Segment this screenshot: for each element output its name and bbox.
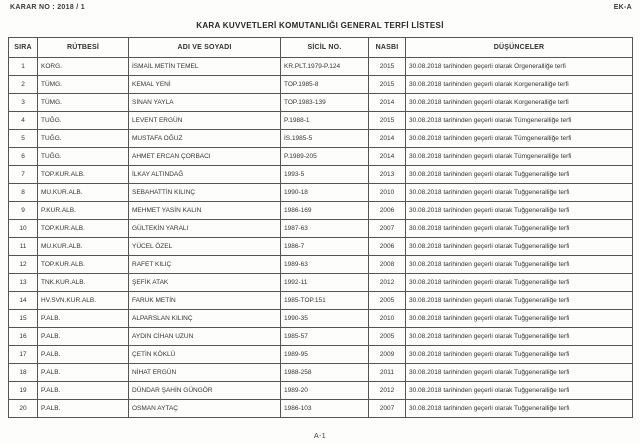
table-row (9, 310, 633, 328)
table-cell: SİNAN YAYLA (129, 94, 281, 112)
table-cell: TOP.KUR.ALB. (38, 166, 129, 184)
table-row (9, 130, 633, 148)
table-cell: NİHAT ERGÜN (129, 364, 281, 382)
document-header (10, 4, 632, 11)
table-row (9, 94, 633, 112)
table-row (9, 346, 633, 364)
table-cell: P.1988-1 (281, 112, 369, 130)
table-cell: TOP.KUR.ALB. (38, 220, 129, 238)
table-cell: AYDIN CİHAN UZUN (129, 328, 281, 346)
table-cell: KORG. (38, 58, 129, 76)
table-cell: 30.08.2018 tarihinden geçerli olarak Tümgeneralliğe terfi (406, 112, 633, 130)
table-row (9, 256, 633, 274)
table-cell: 1987-63 (281, 220, 369, 238)
column-header: SIRA (9, 38, 38, 58)
table-cell: 2015 (369, 112, 406, 130)
table-cell: 1990-18 (281, 184, 369, 202)
table-cell: 20 (9, 400, 38, 418)
table-cell: 1988-258 (281, 364, 369, 382)
table-cell: 1986-7 (281, 238, 369, 256)
table-cell: 30.08.2018 tarihinden geçerli olarak Tümgeneralliğe terfi (406, 130, 633, 148)
table-cell: 2011 (369, 364, 406, 382)
table-row (9, 292, 633, 310)
table-cell: 2006 (369, 238, 406, 256)
table-cell: 30.08.2018 tarihinden geçerli olarak Tuğgeneralliğe terfi (406, 328, 633, 346)
table-cell: 30.08.2018 tarihinden geçerli olarak Tuğgeneralliğe terfi (406, 346, 633, 364)
table-cell: 12 (9, 256, 38, 274)
table-cell: RAFET KILIÇ (129, 256, 281, 274)
table-cell: 1989-95 (281, 346, 369, 364)
table-cell: 3 (9, 94, 38, 112)
table-cell: P.ALB. (38, 364, 129, 382)
table-cell: 13 (9, 274, 38, 292)
table-cell: 2005 (369, 292, 406, 310)
table-cell: 1992-11 (281, 274, 369, 292)
column-header: SİCİL NO. (281, 38, 369, 58)
table-cell: 2007 (369, 220, 406, 238)
table-cell: 30.08.2018 tarihinden geçerli olarak Tuğgeneralliğe terfi (406, 238, 633, 256)
table-cell: 11 (9, 238, 38, 256)
table-cell: 4 (9, 112, 38, 130)
table-cell: 2014 (369, 148, 406, 166)
table-cell: 2009 (369, 346, 406, 364)
table-cell: TNK.KUR.ALB. (38, 274, 129, 292)
table-cell: 14 (9, 292, 38, 310)
table-cell: 2 (9, 76, 38, 94)
table-cell: 30.08.2018 tarihinden geçerli olarak Tuğgeneralliğe terfi (406, 274, 633, 292)
table-cell: 6 (9, 148, 38, 166)
table-cell: 9 (9, 202, 38, 220)
table-cell: KEMAL YENİ (129, 76, 281, 94)
table-cell: 2014 (369, 130, 406, 148)
table-cell: 1986-103 (281, 400, 369, 418)
table-cell: 1 (9, 58, 38, 76)
column-header: NASBI (369, 38, 406, 58)
table-cell: 18 (9, 364, 38, 382)
table-row (9, 148, 633, 166)
table-cell: 30.08.2018 tarihinden geçerli olarak Tuğgeneralliğe terfi (406, 400, 633, 418)
table-row (9, 382, 633, 400)
table-cell: MEHMET YASİN KALIN (129, 202, 281, 220)
table-cell: 2010 (369, 310, 406, 328)
table-cell: 2015 (369, 76, 406, 94)
table-row (9, 328, 633, 346)
table-cell: FARUK METİN (129, 292, 281, 310)
table-cell: 1986-169 (281, 202, 369, 220)
table-cell: 30.08.2018 tarihinden geçerli olarak Tuğgeneralliğe terfi (406, 364, 633, 382)
table-cell: MU.KUR.ALB. (38, 184, 129, 202)
table-cell: 2005 (369, 328, 406, 346)
table-cell: 2010 (369, 184, 406, 202)
table-cell: P.ALB. (38, 400, 129, 418)
table-cell: 30.08.2018 tarihinden geçerli olarak Tuğgeneralliğe terfi (406, 166, 633, 184)
table-cell: P.1989-205 (281, 148, 369, 166)
table-row (9, 202, 633, 220)
table-cell: TOP.KUR.ALB. (38, 256, 129, 274)
table-cell: 8 (9, 184, 38, 202)
table-cell: 30.08.2018 tarihinden geçerli olarak Tuğgeneralliğe terfi (406, 220, 633, 238)
table-row (9, 76, 633, 94)
table-cell: İLKAY ALTINDAĞ (129, 166, 281, 184)
table-cell: 30.08.2018 tarihinden geçerli olarak Tuğgeneralliğe terfi (406, 382, 633, 400)
table-cell: 17 (9, 346, 38, 364)
ek-label: EK-A (613, 4, 632, 11)
column-header: DÜŞÜNCELER (406, 38, 633, 58)
table-row (9, 220, 633, 238)
table-cell: TUĞG. (38, 148, 129, 166)
table-cell: MU.KUR.ALB. (38, 238, 129, 256)
table-cell: 30.08.2018 tarihinden geçerli olarak Korgeneralliğe terfi (406, 94, 633, 112)
general-promotion-table (8, 37, 633, 418)
table-cell: ŞEFİK ATAK (129, 274, 281, 292)
table-cell: 7 (9, 166, 38, 184)
table-cell: 1985-57 (281, 328, 369, 346)
table-cell: 30.08.2018 tarihinden geçerli olarak Tümgeneralliğe terfi (406, 148, 633, 166)
table-cell: P.ALB. (38, 346, 129, 364)
table-cell: GÜLTEKİN YARALI (129, 220, 281, 238)
table-row (9, 166, 633, 184)
table-cell: 30.08.2018 tarihinden geçerli olarak Tuğgeneralliğe terfi (406, 256, 633, 274)
table-cell: TUĞG. (38, 130, 129, 148)
table-cell: 15 (9, 310, 38, 328)
table-cell: MUSTAFA OĞUZ (129, 130, 281, 148)
table-cell: 2014 (369, 94, 406, 112)
table-body (9, 58, 633, 418)
table-cell: 5 (9, 130, 38, 148)
table-cell: 2012 (369, 382, 406, 400)
table-cell: 1989-63 (281, 256, 369, 274)
table-cell: AHMET ERCAN ÇORBACI (129, 148, 281, 166)
table-cell: İSMAİL METİN TEMEL (129, 58, 281, 76)
page-title: KARA KUVVETLERİ KOMUTANLIĞI GENERAL TERFİ LİSTESİ (196, 21, 444, 30)
table-cell: ALPARSLAN KILINÇ (129, 310, 281, 328)
table-row (9, 112, 633, 130)
table-cell: HV.SVN.KUR.ALB. (38, 292, 129, 310)
table-cell: 2013 (369, 166, 406, 184)
table-row (9, 58, 633, 76)
table-cell: P.ALB. (38, 310, 129, 328)
table-cell: 2008 (369, 256, 406, 274)
table-cell: 16 (9, 328, 38, 346)
karar-no-label: KARAR NO : 2018 / 1 (10, 4, 85, 11)
table-cell: 2007 (369, 400, 406, 418)
table-cell: 30.08.2018 tarihinden geçerli olarak Korgeneralliğe terfi (406, 76, 633, 94)
table-cell: P.ALB. (38, 382, 129, 400)
table-header-row (9, 38, 633, 58)
table-cell: KR.PLT.1979-P.124 (281, 58, 369, 76)
table-cell: 1989-20 (281, 382, 369, 400)
table-cell: P.KUR.ALB. (38, 202, 129, 220)
table-cell: İS.1985-5 (281, 130, 369, 148)
table-row (9, 364, 633, 382)
table-cell: 30.08.2018 tarihinden geçerli olarak Tuğgeneralliğe terfi (406, 310, 633, 328)
table-cell: ÇETİN KÖKLÜ (129, 346, 281, 364)
table-cell: TÜMG. (38, 94, 129, 112)
table-row (9, 274, 633, 292)
table-cell: LEVENT ERGÜN (129, 112, 281, 130)
column-header: ADI VE SOYADI (129, 38, 281, 58)
table-cell: 30.08.2018 tarihinden geçerli olarak Tuğgeneralliğe terfi (406, 292, 633, 310)
table-cell: DÜNDAR ŞAHİN GÜNGÖR (129, 382, 281, 400)
table-cell: TUĞG. (38, 112, 129, 130)
table-cell: 2012 (369, 274, 406, 292)
table-cell: 2015 (369, 58, 406, 76)
table-cell: 1985-TOP.151 (281, 292, 369, 310)
table-cell: 30.08.2018 tarihinden geçerli olarak Tuğgeneralliğe terfi (406, 184, 633, 202)
table-cell: SEBAHATTİN KILINÇ (129, 184, 281, 202)
table-row (9, 400, 633, 418)
table-cell: 1993-5 (281, 166, 369, 184)
table-row (9, 184, 633, 202)
page-number: A-1 (313, 433, 327, 440)
table-cell: 1990-35 (281, 310, 369, 328)
table-cell: 10 (9, 220, 38, 238)
table-cell: TÜMG. (38, 76, 129, 94)
table-cell: P.ALB. (38, 328, 129, 346)
table-cell: 30.08.2018 tarihinden geçerli olarak Tuğgeneralliğe terfi (406, 202, 633, 220)
column-header: RÜTBESİ (38, 38, 129, 58)
table-cell: 2006 (369, 202, 406, 220)
table-cell: YÜCEL ÖZEL (129, 238, 281, 256)
table-cell: TOP.1983-139 (281, 94, 369, 112)
table-cell: 19 (9, 382, 38, 400)
table-row (9, 238, 633, 256)
table-cell: TOP.1985-8 (281, 76, 369, 94)
table-cell: 30.08.2018 tarihinden geçerli olarak Orgeneralliğe terfi (406, 58, 633, 76)
table-cell: OSMAN AYTAÇ (129, 400, 281, 418)
